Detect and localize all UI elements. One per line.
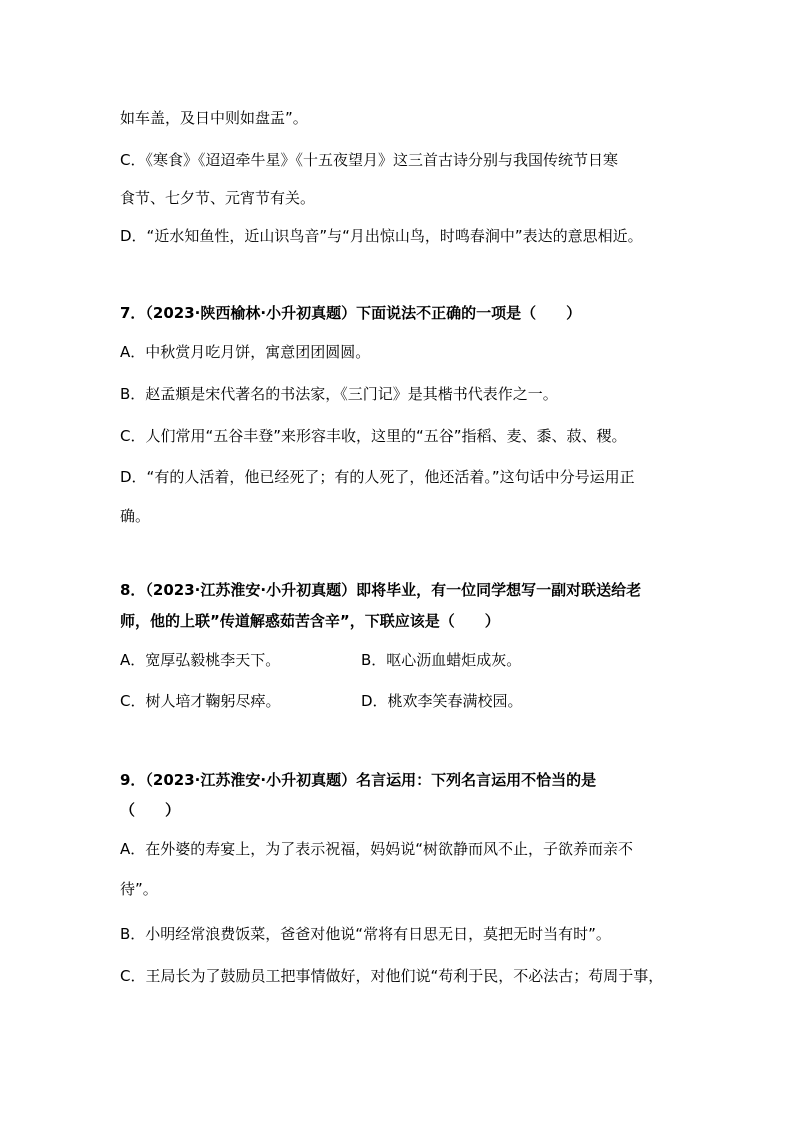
question-7-option-d: D．“有的人活着，他已经死了；有的人死了，他还活着。”这句话中分号运用正 bbox=[120, 468, 635, 486]
option-c: C．《寒食》《迢迢牵牛星》《十五夜望月》这三首古诗分别与我国传统节日寒 bbox=[120, 151, 618, 169]
question-8-stem-cont: 师，他的上联”传道解惑茹苦含辛”，下联应该是（ ） bbox=[120, 612, 500, 630]
question-8-option-c: C．树人培才鞠躬尽瘁。 bbox=[120, 692, 281, 710]
question-7-option-c: C．人们常用“五谷丰登”来形容丰收，这里的“五谷”指稻、麦、黍、菽、稷。 bbox=[120, 427, 627, 445]
question-8-option-d: D．桃欢李笑春满校园。 bbox=[361, 692, 523, 710]
question-8-stem: 8．（2023·江苏淮安·小升初真题）即将毕业，有一位同学想写一副对联送给老 bbox=[120, 581, 642, 599]
question-7-option-d-cont: 确。 bbox=[120, 507, 151, 525]
question-8-option-b: B．呕心沥血蜡炬成灰。 bbox=[361, 651, 522, 669]
question-9-option-c: C．王局长为了鼓励员工把事情做好，对他们说“苟利于民，不必法古；苟周于事， bbox=[120, 967, 664, 985]
text-line: 如车盖，及日中则如盘盂”。 bbox=[120, 109, 308, 127]
question-9-option-b: B．小明经常浪费饭菜，爸爸对他说“常将有日思无日，莫把无时当有时”。 bbox=[120, 925, 611, 943]
question-7-option-b: B．赵孟頫是宋代著名的书法家，《三门记》是其楷书代表作之一。 bbox=[120, 385, 558, 403]
option-d: D．“近水知鱼性，近山识鸟音”与“月出惊山鸟，时鸣春涧中”表达的意思相近。 bbox=[120, 227, 643, 245]
question-9-option-a-cont: 待”。 bbox=[120, 880, 158, 898]
question-9-stem: 9．（2023·江苏淮安·小升初真题）名言运用：下列名言运用不恰当的是 bbox=[120, 771, 597, 789]
question-8-option-a: A．宽厚弘毅桃李天下。 bbox=[120, 651, 281, 669]
question-7-option-a: A．中秋赏月吃月饼，寓意团团圆圆。 bbox=[120, 343, 371, 361]
text-line: 食节、七夕节、元宵节有关。 bbox=[120, 189, 316, 207]
question-7-stem: 7．（2023·陕西榆林·小升初真题）下面说法不正确的一项是（ ） bbox=[120, 304, 582, 322]
question-9-option-a: A．在外婆的寿宴上，为了表示祝福，妈妈说“树欲静而风不止，子欲养而亲不 bbox=[120, 840, 634, 858]
question-9-stem-cont: （ ） bbox=[120, 801, 181, 819]
